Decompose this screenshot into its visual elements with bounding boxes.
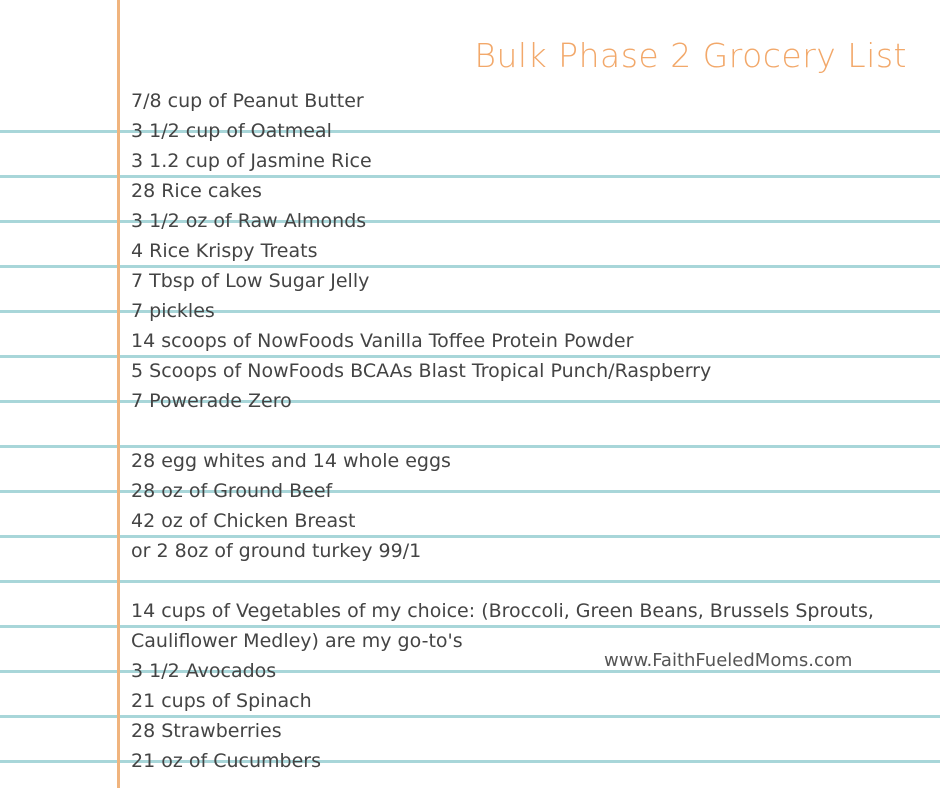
list-item: 7 pickles [131,300,215,322]
list-item: 28 egg whites and 14 whole eggs [131,450,451,472]
margin-line [117,0,120,788]
list-item: 28 Strawberries [131,720,282,742]
list-item: 3 1/2 Avocados [131,660,277,682]
list-item: 4 Rice Krispy Treats [131,240,318,262]
ruled-line [0,535,940,538]
ruled-line [0,580,940,583]
list-item: 14 cups of Vegetables of my choice: (Broccoli, Green Beans, Brussels Sprouts, [131,600,874,622]
ruled-line [0,265,940,268]
list-item: 21 cups of Spinach [131,690,312,712]
list-item: or 2 8oz of ground turkey 99/1 [131,540,422,562]
list-item: 28 oz of Ground Beef [131,480,333,502]
list-item: 3 1/2 oz of Raw Almonds [131,210,367,232]
ruled-line [0,625,940,628]
ruled-line [0,175,940,178]
list-item: 14 scoops of NowFoods Vanilla Toffee Protein Powder [131,330,634,352]
list-item: Cauliflower Medley) are my go-to's [131,630,463,652]
list-item: 7 Tbsp of Low Sugar Jelly [131,270,370,292]
list-item: 7 Powerade Zero [131,390,292,412]
list-item: 3 1.2 cup of Jasmine Rice [131,150,372,172]
ruled-line [0,445,940,448]
ruled-line [0,355,940,358]
ruled-line [0,715,940,718]
page-title: Bulk Phase 2 Grocery List [474,36,907,75]
list-item: 7/8 cup of Peanut Butter [131,90,364,112]
list-item: 28 Rice cakes [131,180,262,202]
website-text: www.FaithFueledMoms.com [604,650,853,671]
list-item: 21 oz of Cucumbers [131,750,321,772]
list-item: 3 1/2 cup of Oatmeal [131,120,332,142]
list-item: 42 oz of Chicken Breast [131,510,356,532]
list-item: 5 Scoops of NowFoods BCAAs Blast Tropical Punch/Raspberry [131,360,712,382]
